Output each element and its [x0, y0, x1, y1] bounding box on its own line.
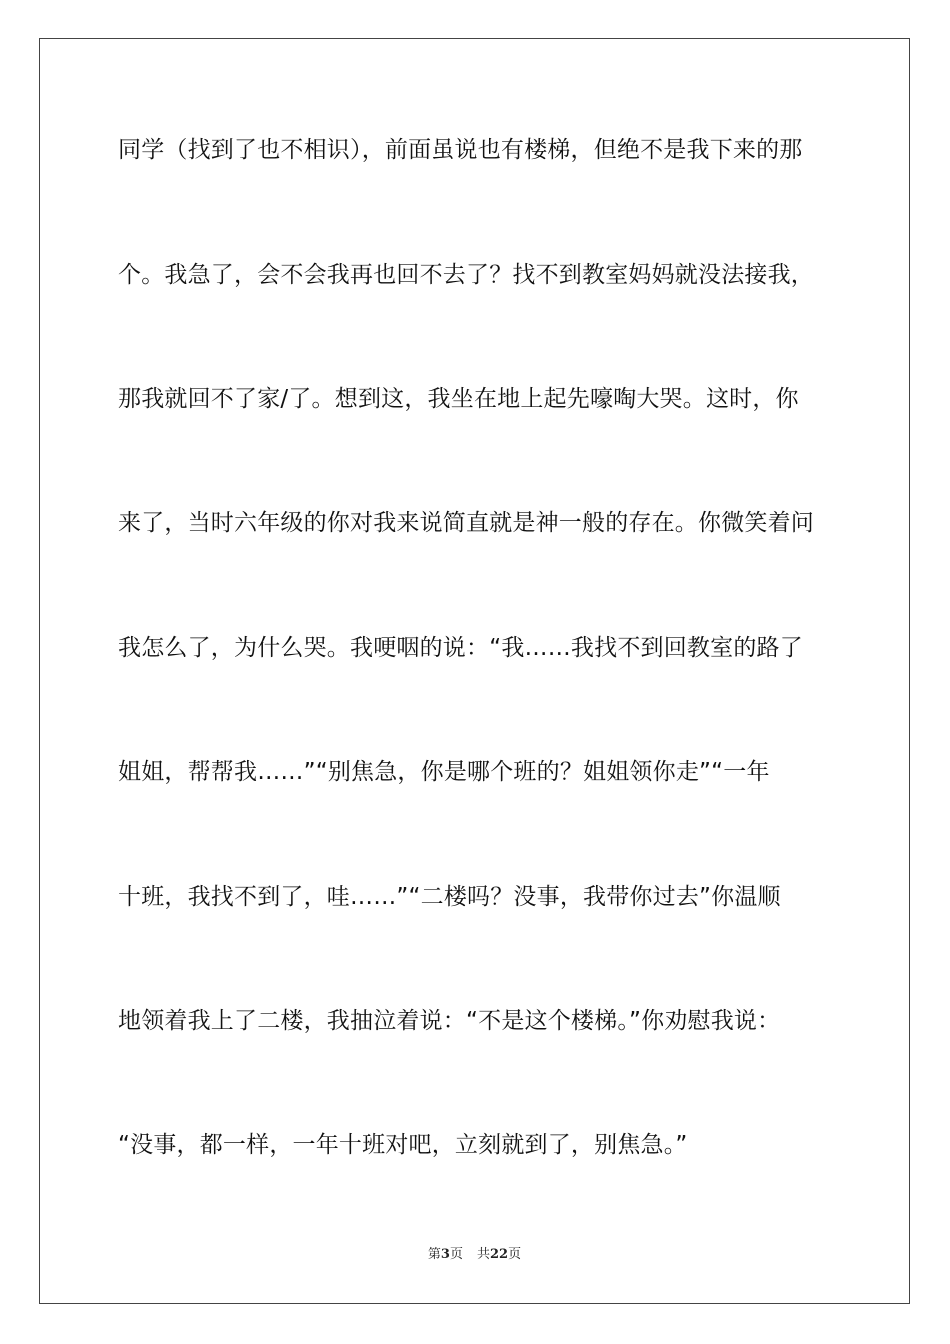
text-line: 姐姐，帮帮我……”“别焦急，你是哪个班的？姐姐领你走”“一年	[118, 759, 770, 785]
text-line: 来了，当时六年级的你对我来说简直就是神一般的存在。你微笑着问	[118, 510, 814, 536]
document-body	[40, 39, 909, 1303]
text-line: 那我就回不了家/了。想到这，我坐在地上起先嚎啕大哭。这时，你	[118, 386, 799, 412]
text-line: 同学（找到了也不相识），前面虽说也有楼梯，但绝不是我下来的那	[118, 137, 803, 163]
text-line: “没事，都一样，一年十班对吧，立刻就到了，别焦急。”	[118, 1132, 688, 1158]
text-line: 十班，我找不到了，哇……”“二楼吗？没事，我带你过去”你温顺	[118, 884, 781, 910]
text-line: 我怎么了，为什么哭。我哽咽的说：“我……我找不到回教室的路了	[118, 635, 803, 661]
page-footer	[40, 1247, 909, 1263]
total-prefix: 共	[476, 1247, 490, 1262]
page-total: 22	[489, 1247, 509, 1262]
text-line: 个。我急了，会不会我再也回不去了？找不到教室妈妈就没法接我，	[118, 262, 814, 288]
page-suffix: 页	[449, 1247, 463, 1262]
total-suffix: 页	[508, 1247, 522, 1262]
page-frame	[39, 38, 910, 1304]
page-current: 3	[440, 1247, 450, 1262]
page-prefix: 第	[427, 1247, 441, 1262]
text-line: 地领着我上了二楼，我抽泣着说：“不是这个楼梯。”你劝慰我说：	[118, 1008, 781, 1034]
